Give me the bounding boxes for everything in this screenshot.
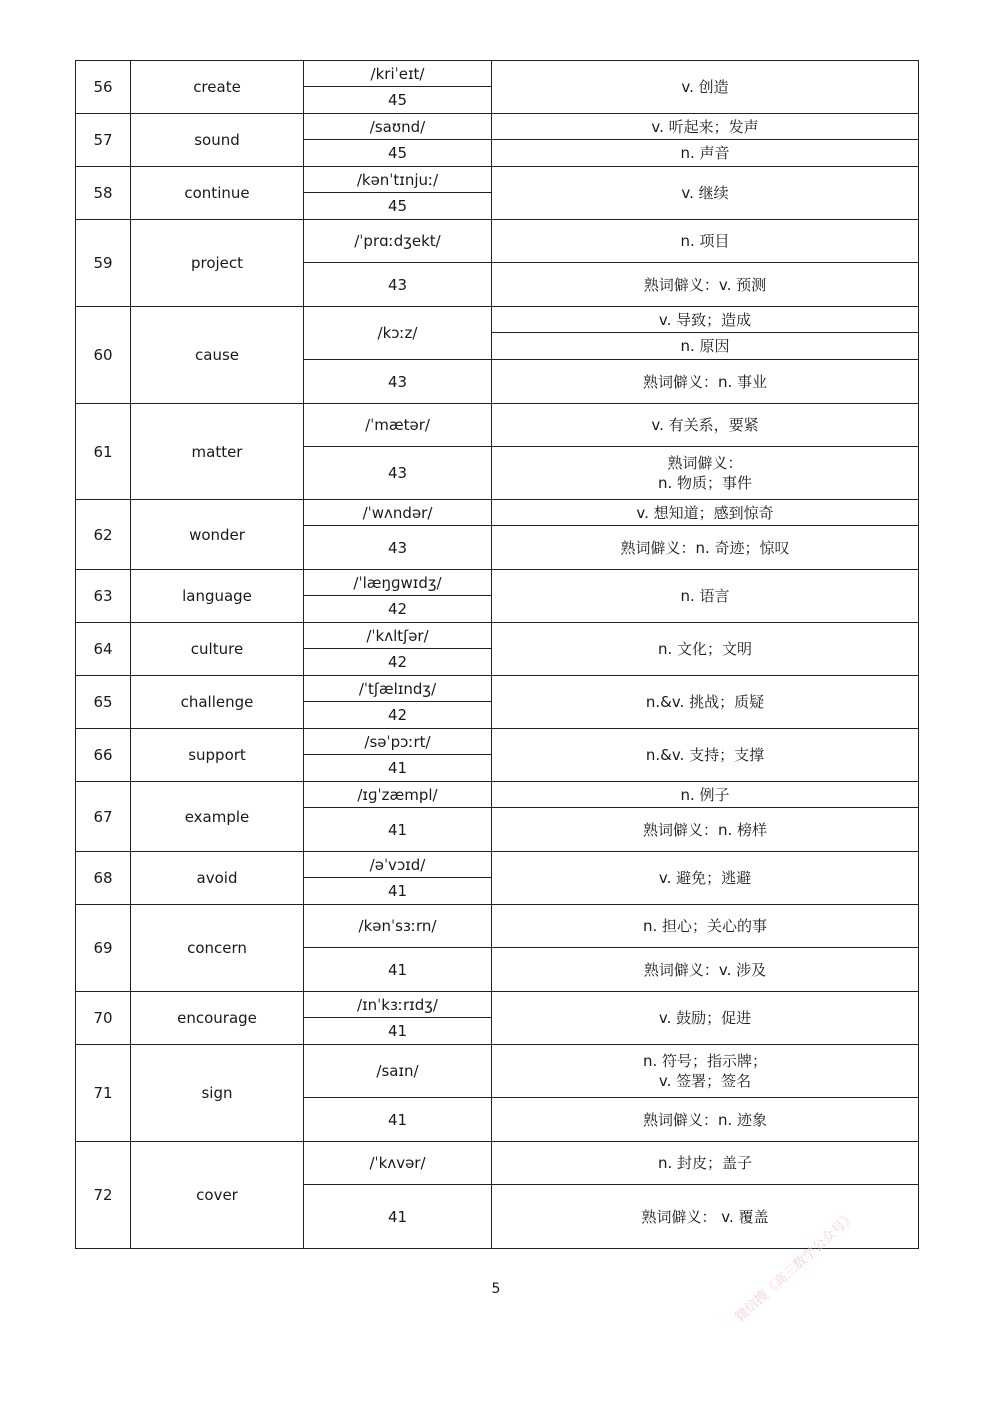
table-row xyxy=(76,500,919,526)
entry-number: 67 xyxy=(76,782,131,852)
meaning-cell xyxy=(492,220,919,263)
meaning-line: 熟词僻义：n. 奇迹；惊叹 xyxy=(620,538,790,557)
entry-word: create xyxy=(131,61,304,114)
entry-phonetic: /ɪnˈkɜːrɪdʒ/ xyxy=(304,992,492,1018)
entry-phonetic: /səˈpɔːrt/ xyxy=(304,729,492,755)
meaning-line: n.&v. 支持；支撑 xyxy=(645,746,765,764)
meaning-cell xyxy=(492,992,919,1045)
entry-frequency: 43 xyxy=(304,263,492,307)
meaning-cell xyxy=(492,404,919,447)
entry-word: wonder xyxy=(131,500,304,570)
entry-number: 59 xyxy=(76,220,131,307)
entry-word: sound xyxy=(131,114,304,167)
table-row xyxy=(76,307,919,333)
meaning-cell xyxy=(492,140,919,167)
meaning-cell xyxy=(492,1142,919,1185)
entry-word: support xyxy=(131,729,304,782)
entry-frequency: 42 xyxy=(304,649,492,676)
table-row xyxy=(76,852,919,878)
meaning-line: 熟词僻义：n. 榜样 xyxy=(642,820,768,839)
table-row xyxy=(76,729,919,755)
meaning-cell xyxy=(492,676,919,729)
entry-number: 69 xyxy=(76,905,131,992)
entry-frequency: 41 xyxy=(304,948,492,992)
meaning-line: v. 继续 xyxy=(681,184,729,202)
meaning-line: n. 原因 xyxy=(680,337,730,355)
table-row xyxy=(76,676,919,702)
entry-word: concern xyxy=(131,905,304,992)
entry-number: 60 xyxy=(76,307,131,404)
table-row xyxy=(76,905,919,948)
table-row xyxy=(76,782,919,808)
meaning-cell xyxy=(492,570,919,623)
meaning-line: n. 例子 xyxy=(680,785,730,804)
meaning-line: n. 项目 xyxy=(680,232,730,250)
meaning-line: v. 导致；造成 xyxy=(658,310,752,329)
entry-word: cover xyxy=(131,1142,304,1249)
meaning-cell xyxy=(492,948,919,992)
meaning-cell xyxy=(492,852,919,905)
watermark: 微信搜《高三数学公众号》 xyxy=(732,1209,859,1326)
meaning-line: 熟词僻义： v. 覆盖 xyxy=(641,1207,769,1226)
entry-frequency: 41 xyxy=(304,1098,492,1142)
meaning-cell xyxy=(492,61,919,114)
entry-frequency: 43 xyxy=(304,447,492,500)
meaning-cell xyxy=(492,729,919,782)
entry-number: 58 xyxy=(76,167,131,220)
entry-phonetic: /ɪɡˈzæmpl/ xyxy=(304,782,492,808)
table-row xyxy=(76,220,919,263)
entry-frequency: 41 xyxy=(304,878,492,905)
entry-frequency: 41 xyxy=(304,755,492,782)
entry-frequency: 45 xyxy=(304,140,492,167)
meaning-line: n. 封皮；盖子 xyxy=(657,1154,753,1172)
entry-phonetic: /saɪn/ xyxy=(304,1045,492,1098)
entry-phonetic: /kɔːz/ xyxy=(304,307,492,360)
meaning-line: n. 符号；指示牌； xyxy=(642,1052,768,1070)
entry-phonetic: /əˈvɔɪd/ xyxy=(304,852,492,878)
entry-number: 61 xyxy=(76,404,131,500)
meaning-line: n. 担心；关心的事 xyxy=(642,917,768,935)
page-number: 5 xyxy=(491,1281,501,1297)
entry-number: 68 xyxy=(76,852,131,905)
entry-frequency: 43 xyxy=(304,360,492,404)
entry-frequency: 42 xyxy=(304,596,492,623)
meaning-cell xyxy=(492,500,919,526)
entry-phonetic: /ˈprɑːdʒekt/ xyxy=(304,220,492,263)
entry-word: example xyxy=(131,782,304,852)
table-row xyxy=(76,1045,919,1098)
meaning-cell xyxy=(492,114,919,140)
entry-frequency: 45 xyxy=(304,193,492,220)
meaning-cell xyxy=(492,447,919,500)
meaning-line: n. 声音 xyxy=(680,144,730,162)
entry-word: cause xyxy=(131,307,304,404)
entry-phonetic: /saʊnd/ xyxy=(304,114,492,140)
entry-number: 72 xyxy=(76,1142,131,1249)
meaning-line: n. 文化；文明 xyxy=(657,640,753,658)
meaning-cell xyxy=(492,307,919,333)
meaning-line: 熟词僻义： xyxy=(667,454,743,472)
entry-word: challenge xyxy=(131,676,304,729)
table-row xyxy=(76,167,919,193)
meaning-line: v. 签署；签名 xyxy=(658,1072,752,1090)
meaning-line: 熟词僻义：v. 涉及 xyxy=(643,960,767,979)
entry-phonetic: /kənˈtɪnjuː/ xyxy=(304,167,492,193)
entry-word: project xyxy=(131,220,304,307)
entry-phonetic: /ˈtʃælɪndʒ/ xyxy=(304,676,492,702)
meaning-line: v. 鼓励；促进 xyxy=(658,1009,752,1027)
meaning-line: v. 想知道；感到惊奇 xyxy=(636,503,774,522)
table-row xyxy=(76,1142,919,1185)
entry-number: 63 xyxy=(76,570,131,623)
table-row xyxy=(76,623,919,649)
table-row xyxy=(76,992,919,1018)
entry-number: 71 xyxy=(76,1045,131,1142)
meaning-cell xyxy=(492,808,919,852)
meaning-line: n. 语言 xyxy=(680,587,730,605)
meaning-line: 熟词僻义：n. 迹象 xyxy=(642,1110,768,1129)
entry-number: 66 xyxy=(76,729,131,782)
meaning-cell xyxy=(492,526,919,570)
entry-word: culture xyxy=(131,623,304,676)
entry-number: 62 xyxy=(76,500,131,570)
entry-word: avoid xyxy=(131,852,304,905)
entry-number: 65 xyxy=(76,676,131,729)
entry-number: 70 xyxy=(76,992,131,1045)
meaning-line: v. 避免；逃避 xyxy=(658,869,752,887)
meaning-line: n. 物质；事件 xyxy=(657,474,753,492)
meaning-cell xyxy=(492,360,919,404)
meaning-line: v. 有关系，要紧 xyxy=(651,416,759,434)
table-row xyxy=(76,61,919,87)
meaning-line: n.&v. 挑战；质疑 xyxy=(645,693,765,711)
meaning-cell xyxy=(492,167,919,220)
entry-number: 64 xyxy=(76,623,131,676)
entry-frequency: 45 xyxy=(304,87,492,114)
entry-phonetic: /ˈlæŋɡwɪdʒ/ xyxy=(304,570,492,596)
table-row xyxy=(76,404,919,447)
entry-number: 57 xyxy=(76,114,131,167)
entry-word: continue xyxy=(131,167,304,220)
entry-frequency: 42 xyxy=(304,702,492,729)
entry-phonetic: /ˈmætər/ xyxy=(304,404,492,447)
vocabulary-table xyxy=(75,60,919,1249)
vocabulary-table-body xyxy=(76,61,919,1249)
entry-frequency: 41 xyxy=(304,808,492,852)
meaning-cell xyxy=(492,1045,919,1098)
meaning-cell xyxy=(492,333,919,360)
table-row xyxy=(76,114,919,140)
entry-word: language xyxy=(131,570,304,623)
entry-frequency: 43 xyxy=(304,526,492,570)
entry-frequency: 41 xyxy=(304,1018,492,1045)
entry-number: 56 xyxy=(76,61,131,114)
entry-phonetic: /ˈwʌndər/ xyxy=(304,500,492,526)
meaning-cell xyxy=(492,782,919,808)
entry-phonetic: /kənˈsɜːrn/ xyxy=(304,905,492,948)
meaning-cell xyxy=(492,263,919,307)
entry-phonetic: /ˈkʌltʃər/ xyxy=(304,623,492,649)
table-row xyxy=(76,570,919,596)
entry-phonetic: /kriˈeɪt/ xyxy=(304,61,492,87)
meaning-cell xyxy=(492,1098,919,1142)
entry-phonetic: /ˈkʌvər/ xyxy=(304,1142,492,1185)
entry-frequency: 41 xyxy=(304,1185,492,1249)
meaning-line: v. 创造 xyxy=(681,78,729,96)
meaning-cell xyxy=(492,623,919,676)
entry-word: sign xyxy=(131,1045,304,1142)
meaning-line: v. 听起来；发声 xyxy=(651,117,759,136)
meaning-line: 熟词僻义：v. 预测 xyxy=(643,275,767,294)
entry-word: encourage xyxy=(131,992,304,1045)
meaning-line: 熟词僻义：n. 事业 xyxy=(642,372,768,391)
entry-word: matter xyxy=(131,404,304,500)
meaning-cell xyxy=(492,905,919,948)
